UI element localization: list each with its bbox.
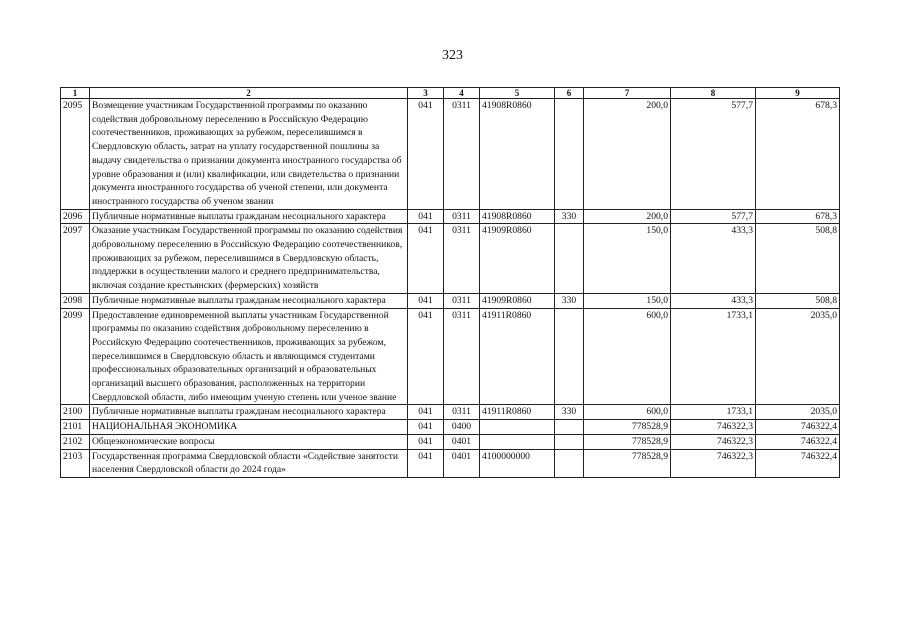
row-value-7: 778528,9 xyxy=(584,420,671,435)
row-admin-code: 041 xyxy=(408,293,444,308)
row-number: 2096 xyxy=(61,209,90,224)
header-row xyxy=(61,88,840,99)
row-number: 2099 xyxy=(61,308,90,405)
column-header: 2 xyxy=(90,88,408,99)
row-expense-code xyxy=(555,434,584,449)
row-name: Государственная программа Свердловской области «Содействие занятости населения Свердловской области до 2024 года» xyxy=(90,449,408,477)
table-row xyxy=(61,224,840,294)
row-value-7: 600,0 xyxy=(584,308,671,405)
row-section-code: 0311 xyxy=(444,405,480,420)
row-value-8: 577,7 xyxy=(671,99,756,210)
row-value-9: 678,3 xyxy=(756,99,840,210)
row-name: Публичные нормативные выплаты гражданам несоциального характера xyxy=(90,293,408,308)
row-value-7: 200,0 xyxy=(584,209,671,224)
row-value-7: 600,0 xyxy=(584,405,671,420)
row-section-code: 0311 xyxy=(444,308,480,405)
row-value-9: 678,3 xyxy=(756,209,840,224)
row-number: 2101 xyxy=(61,420,90,435)
row-value-9: 2035,0 xyxy=(756,405,840,420)
row-value-8: 746322,3 xyxy=(671,434,756,449)
row-expense-code xyxy=(555,224,584,294)
row-value-9: 746322,4 xyxy=(756,434,840,449)
row-admin-code: 041 xyxy=(408,224,444,294)
table-row xyxy=(61,308,840,405)
row-number: 2095 xyxy=(61,99,90,210)
column-header: 1 xyxy=(61,88,90,99)
row-expense-code xyxy=(555,420,584,435)
row-expense-code xyxy=(555,99,584,210)
row-admin-code: 041 xyxy=(408,420,444,435)
row-section-code: 0401 xyxy=(444,449,480,477)
row-name: НАЦИОНАЛЬНАЯ ЭКОНОМИКА xyxy=(90,420,408,435)
row-value-7: 778528,9 xyxy=(584,434,671,449)
row-target-code: 41911R0860 xyxy=(480,405,555,420)
table-row xyxy=(61,420,840,435)
row-name: Оказание участникам Государственной программы по оказанию содействия добровольному переселению в Российскую Федерацию соотечественников, проживающих за рубежом, переселившимся в Свердловскую область, поддержки в осуществлении малого и среднего предпринимательства, включая создание крестьянских (фермерских) хозяйств xyxy=(90,224,408,294)
row-value-7: 150,0 xyxy=(584,293,671,308)
row-value-7: 150,0 xyxy=(584,224,671,294)
row-target-code xyxy=(480,434,555,449)
column-header: 8 xyxy=(671,88,756,99)
budget-table xyxy=(60,87,840,478)
row-admin-code: 041 xyxy=(408,308,444,405)
row-value-9: 508,8 xyxy=(756,224,840,294)
row-number: 2098 xyxy=(61,293,90,308)
row-value-8: 1733,1 xyxy=(671,308,756,405)
row-expense-code xyxy=(555,449,584,477)
row-expense-code: 330 xyxy=(555,293,584,308)
row-value-8: 746322,3 xyxy=(671,420,756,435)
row-target-code: 41908R0860 xyxy=(480,209,555,224)
row-target-code: 41911R0860 xyxy=(480,308,555,405)
column-header: 9 xyxy=(756,88,840,99)
row-number: 2103 xyxy=(61,449,90,477)
table-row xyxy=(61,434,840,449)
row-admin-code: 041 xyxy=(408,99,444,210)
row-name: Возмещение участникам Государственной программы по оказанию содействия добровольному переселению в Российскую Федерацию соотечественников, проживающих за рубежом, переселившимся в Свердловскую область, затрат на уплату государственной пошлины за выдачу свидетельства о признании документа иностранного государства об уровне образования и (или) квалификации, или свидетельства о признании документа иностранного государства об ученой степени, или документа иностранного государства об ученом звании xyxy=(90,99,408,210)
column-header: 6 xyxy=(555,88,584,99)
row-value-9: 746322,4 xyxy=(756,420,840,435)
row-expense-code: 330 xyxy=(555,209,584,224)
row-value-9: 508,8 xyxy=(756,293,840,308)
row-value-8: 577,7 xyxy=(671,209,756,224)
row-value-7: 200,0 xyxy=(584,99,671,210)
row-target-code: 41908R0860 xyxy=(480,99,555,210)
row-value-9: 2035,0 xyxy=(756,308,840,405)
row-number: 2097 xyxy=(61,224,90,294)
row-section-code: 0311 xyxy=(444,293,480,308)
row-admin-code: 041 xyxy=(408,405,444,420)
row-expense-code xyxy=(555,308,584,405)
row-value-9: 746322,4 xyxy=(756,449,840,477)
row-admin-code: 041 xyxy=(408,449,444,477)
row-target-code: 41909R0860 xyxy=(480,224,555,294)
row-section-code: 0311 xyxy=(444,224,480,294)
table-row xyxy=(61,209,840,224)
page-number: 323 xyxy=(442,48,463,63)
row-target-code: 41909R0860 xyxy=(480,293,555,308)
row-admin-code: 041 xyxy=(408,434,444,449)
row-number: 2100 xyxy=(61,405,90,420)
row-value-8: 746322,3 xyxy=(671,449,756,477)
table-row xyxy=(61,449,840,477)
row-value-8: 433,3 xyxy=(671,224,756,294)
row-target-code xyxy=(480,420,555,435)
row-section-code: 0311 xyxy=(444,99,480,210)
row-name: Публичные нормативные выплаты гражданам несоциального характера xyxy=(90,405,408,420)
column-header: 7 xyxy=(584,88,671,99)
row-value-8: 1733,1 xyxy=(671,405,756,420)
column-header: 3 xyxy=(408,88,444,99)
column-header: 5 xyxy=(480,88,555,99)
row-name: Общеэкономические вопросы xyxy=(90,434,408,449)
row-expense-code: 330 xyxy=(555,405,584,420)
row-value-7: 778528,9 xyxy=(584,449,671,477)
row-name: Предоставление единовременной выплаты участникам Государственной программы по оказанию содействия добровольному переселению в Российскую Федерацию соотечественников, проживающих за рубежом, переселившимся в Свердловскую область и являющимся студентами профессиональных образовательных организаций и образовательных организаций высшего образования, расположенных на территории Свердловской области, либо имеющим ученую степень или ученое звание xyxy=(90,308,408,405)
table-row xyxy=(61,405,840,420)
row-section-code: 0311 xyxy=(444,209,480,224)
column-header: 4 xyxy=(444,88,480,99)
row-target-code: 4100000000 xyxy=(480,449,555,477)
row-admin-code: 041 xyxy=(408,209,444,224)
table-row xyxy=(61,293,840,308)
row-section-code: 0400 xyxy=(444,420,480,435)
row-value-8: 433,3 xyxy=(671,293,756,308)
row-section-code: 0401 xyxy=(444,434,480,449)
table-row xyxy=(61,99,840,210)
row-name: Публичные нормативные выплаты гражданам несоциального характера xyxy=(90,209,408,224)
row-number: 2102 xyxy=(61,434,90,449)
